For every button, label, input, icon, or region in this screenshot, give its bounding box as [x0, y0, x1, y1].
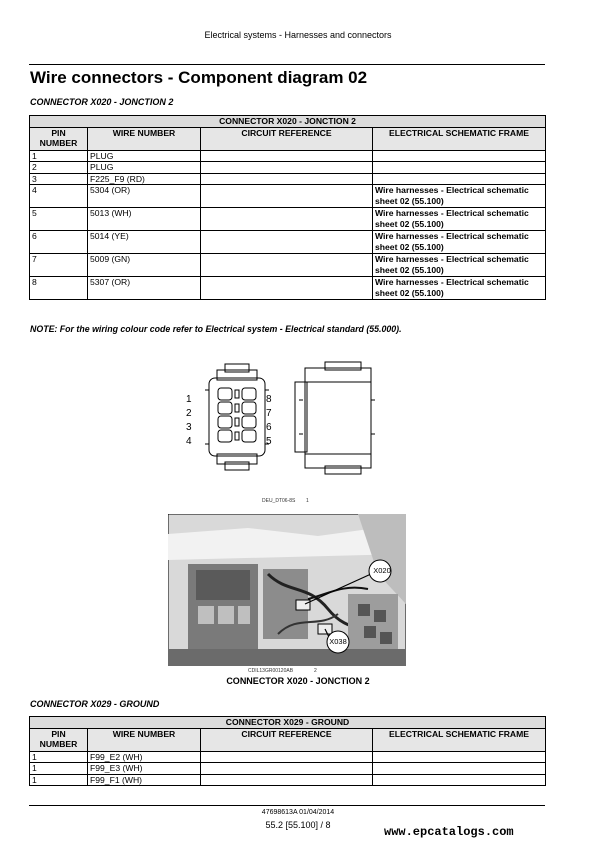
figure-number: 2	[314, 668, 317, 674]
table-row	[30, 254, 546, 277]
wire-number-cell: F99_F1 (WH)	[88, 774, 201, 786]
column-header: PIN NUMBER	[30, 127, 88, 150]
pin-cell: 2	[30, 162, 88, 174]
pin-cell: 1	[30, 751, 88, 763]
column-header: ELECTRICAL SCHEMATIC FRAME	[373, 728, 546, 751]
table-row	[30, 277, 546, 300]
pin-cell: 3	[30, 173, 88, 185]
wire-number-cell: PLUG	[88, 162, 201, 174]
pin-label: 1	[186, 394, 192, 405]
circuit-reference-cell	[201, 162, 373, 174]
circuit-reference-cell	[201, 774, 373, 786]
pin-label: 4	[186, 436, 192, 447]
schematic-frame-cell: Wire harnesses - Electrical schematic sheet 02 (55.100)	[373, 254, 546, 277]
document-reference: 47698613A 01/04/2014	[261, 809, 335, 816]
schematic-frame-cell: Wire harnesses - Electrical schematic sheet 02 (55.100)	[373, 185, 546, 208]
wire-number-cell: 5304 (OR)	[88, 185, 201, 208]
running-header: Electrical systems - Harnesses and connectors	[204, 30, 392, 40]
schematic-frame-cell	[373, 173, 546, 185]
table-row	[30, 208, 546, 231]
table-row	[30, 173, 546, 185]
column-header: CIRCUIT REFERENCE	[201, 127, 373, 150]
schematic-frame-cell	[373, 763, 546, 775]
footer-rule	[29, 805, 545, 806]
wire-number-cell: 5307 (OR)	[88, 277, 201, 300]
table-row	[30, 231, 546, 254]
wire-number-cell: PLUG	[88, 150, 201, 162]
connector-x029-table	[29, 716, 546, 786]
page-reference: 55.2 [55.100] / 8	[265, 820, 331, 830]
table-row	[30, 150, 546, 162]
schematic-frame-cell: Wire harnesses - Electrical schematic sheet 02 (55.100)	[373, 208, 546, 231]
schematic-frame-cell: Wire harnesses - Electrical schematic sheet 02 (55.100)	[373, 277, 546, 300]
wire-number-cell: 5014 (YE)	[88, 231, 201, 254]
column-header: ELECTRICAL SCHEMATIC FRAME	[373, 127, 546, 150]
page-title: Wire connectors - Component diagram 02	[30, 68, 368, 87]
pin-label: 6	[266, 422, 272, 433]
callout-x020: X020	[373, 566, 391, 575]
circuit-reference-cell	[201, 185, 373, 208]
wire-number-cell: 5013 (WH)	[88, 208, 201, 231]
connector-face-view	[205, 364, 269, 470]
pin-label: 2	[186, 408, 192, 419]
column-header: PIN NUMBER	[30, 728, 88, 751]
figure-number: 1	[306, 498, 309, 504]
wire-number-cell: F99_E3 (WH)	[88, 763, 201, 775]
pin-cell: 7	[30, 254, 88, 277]
callout-x038: X038	[329, 637, 347, 646]
schematic-frame-cell: Wire harnesses - Electrical schematic sheet 02 (55.100)	[373, 231, 546, 254]
table-row	[30, 185, 546, 208]
section-label-x020: CONNECTOR X020 - JONCTION 2	[30, 97, 174, 107]
circuit-reference-cell	[201, 173, 373, 185]
connector-side-view	[295, 362, 375, 474]
figure-reference: CDIL13GR00120AB	[248, 668, 294, 674]
circuit-reference-cell	[201, 751, 373, 763]
pin-cell: 1	[30, 150, 88, 162]
section-label-x029: CONNECTOR X029 - GROUND	[30, 699, 160, 709]
wire-number-cell: F99_E2 (WH)	[88, 751, 201, 763]
pin-cell: 5	[30, 208, 88, 231]
pin-label: 3	[186, 422, 192, 433]
column-header: WIRE NUMBER	[88, 127, 201, 150]
circuit-reference-cell	[201, 150, 373, 162]
table-caption: CONNECTOR X029 - GROUND	[30, 717, 546, 729]
pin-cell: 1	[30, 763, 88, 775]
table-row	[30, 751, 546, 763]
pin-cell: 1	[30, 774, 88, 786]
pin-label: 5	[266, 436, 272, 447]
schematic-frame-cell	[373, 774, 546, 786]
circuit-reference-cell	[201, 277, 373, 300]
connector-drawing	[175, 360, 405, 480]
column-header: CIRCUIT REFERENCE	[201, 728, 373, 751]
circuit-reference-cell	[201, 763, 373, 775]
figure-caption: CONNECTOR X020 - JONCTION 2	[226, 676, 370, 686]
watermark-link[interactable]: www.epcatalogs.com	[384, 825, 514, 839]
schematic-frame-cell	[373, 150, 546, 162]
pin-label: 7	[266, 408, 272, 419]
wire-number-cell: F225_F9 (RD)	[88, 173, 201, 185]
figure-reference: DEU_DT06-8S	[262, 498, 296, 504]
header-rule	[29, 64, 545, 65]
connector-x020-table	[29, 115, 546, 300]
pin-cell: 6	[30, 231, 88, 254]
schematic-frame-cell	[373, 751, 546, 763]
pin-cell: 4	[30, 185, 88, 208]
column-header: WIRE NUMBER	[88, 728, 201, 751]
circuit-reference-cell	[201, 231, 373, 254]
wire-number-cell: 5009 (GN)	[88, 254, 201, 277]
circuit-reference-cell	[201, 254, 373, 277]
table-row	[30, 763, 546, 775]
wiring-note: NOTE: For the wiring colour code refer to Electrical system - Electrical standard (55.000).	[30, 324, 402, 334]
table-caption: CONNECTOR X020 - JONCTION 2	[30, 116, 546, 128]
schematic-frame-cell	[373, 162, 546, 174]
table-row	[30, 774, 546, 786]
pin-cell: 8	[30, 277, 88, 300]
circuit-reference-cell	[201, 208, 373, 231]
table-row	[30, 162, 546, 174]
installation-photo	[168, 514, 406, 666]
pin-label: 8	[266, 394, 272, 405]
